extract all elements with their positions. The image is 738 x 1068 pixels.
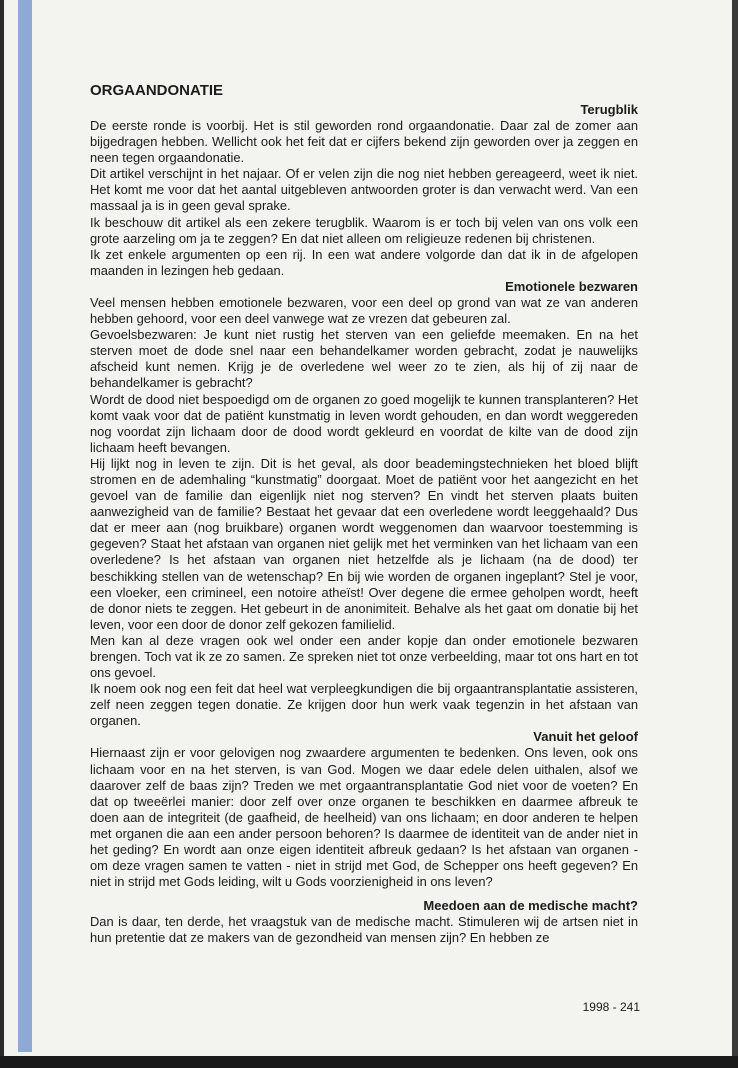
paragraph: Gevoelsbezwaren: Je kunt niet rustig het sterven van een geliefde meemaken. En na het sterven moet de dode snel naar een behandelkamer worden gebracht, zodat je nauwelijks afscheid kunt nemen. Krijg je de overledene wel weer zo te zien, als hij of zij naar de behandelkamer is gebracht? xyxy=(90,327,638,391)
page-right-edge xyxy=(732,0,738,1068)
paragraph: Men kan al deze vragen ook wel onder een ander kopje dan onder emotionele bezwaren brengen. Toch vat ik ze zo samen. Ze spreken niet tot onze verbeelding, maar tot ons hart en tot ons gevoel. xyxy=(90,632,638,681)
paragraph: Ik noem ook nog een feit dat heel wat verpleegkundigen die bij orgaantransplantatie assisteren, zelf neen zeggen tegen donatie. Ze krijgen door hun werk vaak tegenzin in het afstaan van organen. xyxy=(90,681,638,729)
page-bottom-edge xyxy=(0,1056,738,1068)
section-heading-medische-macht: Meedoen aan de medische macht? xyxy=(423,898,638,914)
paragraph: Dan is daar, ten derde, het vraagstuk van de medische macht. Stimuleren wij de artsen niet in hun pretentie dat ze makers van de gezondheid van mensen zijn? En hebben ze xyxy=(90,914,638,946)
section-heading-emotionele-bezwaren: Emotionele bezwaren xyxy=(505,278,638,294)
article-title: ORGAANDONATIE xyxy=(90,82,224,99)
paragraph: Veel mensen hebben emotionele bezwaren, voor een deel op grond van wat ze van anderen hebben gehoord, voor een deel vanwege wat ze vrezen dat gebeuren zal. xyxy=(90,294,638,327)
paragraph: Hij lijkt nog in leven te zijn. Dit is het geval, als door beademingstechnieken het bloed blijft stromen en de ademhaling “kunstmatig” doorgaat. Moet de patiënt voor het aangezicht en het gevoel van de familie dan eigenlijk niet nog sterven? En vindt het sterven plaats buiten aanwezigheid van de familie? Bestaat het gevaar dat een overledene wordt leeggehaald? Dus dat er meer aan (nog bruikbare) organen wordt weggenomen dan waarvoor toestemming is gegeven? Staat het afstaan van organen niet gelijk met het verminken van het lichaam van een overledene? Is het afstaan van organen niet hetzelfde als je lichaam (na de dood) ter beschikking stellen van de wetenschap? En bij wie worden de organen ingeplant? Stel je voor, een vloeker, een crimineel, een notoire atheïst! Over degene die ermee geholpen wordt, heeft de donor niets te zeggen. Het gebeurt in de anonimiteit. Behalve als het gaat om donatie bij het leven, voor een door de donor zelf gekozen familielid. xyxy=(90,455,638,632)
paragraph: Ik beschouw dit artikel als een zekere terugblik. Waarom is er toch bij velen van ons volk een grote aarzeling om ja te zeggen? En dat niet alleen om religieuze redenen bij christenen. xyxy=(90,214,638,246)
page-left-margin-bar xyxy=(18,0,32,1052)
paragraph: Wordt de dood niet bespoedigd om de organen zo goed mogelijk te kunnen transplanteren? Het komt vaak voor dat de patiënt kunstmatig in leven wordt gehouden, en dan wordt weggereden nog voordat zijn lichaam door de dood wordt gekleurd en voordat de kilte van de dood zijn lichaam heeft bevangen. xyxy=(90,391,638,455)
paragraph: De eerste ronde is voorbij. Het is stil geworden rond orgaandonatie. Daar zal de zomer aan bijgedragen hebben. Wellicht ook het feit dat er cijfers bekend zijn geworden over ja zeggen en neen tegen orgaandonatie. xyxy=(90,118,638,166)
paragraph: Ik zet enkele argumenten op een rij. In een wat andere volgorde dan dat ik in de afgelopen maanden in lezingen heb gedaan. xyxy=(90,246,638,278)
article xyxy=(90,82,638,947)
paragraph: Dit artikel verschijnt in het najaar. Of er velen zijn die nog niet hebben gereageerd, weet ik niet. Het komt me voor dat het aantal uitgebleven antwoorden groter is dan verwacht werd. Van een massaal ja is in geen geval sprake. xyxy=(90,166,638,214)
section-heading-vanuit-het-geloof: Vanuit het geloof xyxy=(533,729,638,745)
section-heading-terugblik: Terugblik xyxy=(580,102,638,117)
page-number: 1998 - 241 xyxy=(582,1000,640,1014)
paragraph: Hiernaast zijn er voor gelovigen nog zwaardere argumenten te bedenken. Ons leven, ook ons lichaam voor en na het sterven, is van God. Mogen we daar edele delen uithalen, alsof we daarover zelf de baas zijn? Treden we met orgaantransplantatie God niet voor de voeten? En dat op tweeërlei manier: door zelf over onze organen te beschikken en daarmee afbreuk te doen aan de integriteit (de gaafheid, de heelheid) van ons lichaam; en door anderen te helpen met organen die aan een ander persoon behoren? Is daarmee de identiteit van de ander niet in het geding? En wordt aan onze eigen identiteit afbreuk gedaan? Is het afstaan van organen - om deze vragen samen te vatten - niet in strijd met God, de Schepper ons heeft gegeven? En niet in strijd met Gods leiding, wilt u Gods voorzienigheid in ons leven? xyxy=(90,745,638,890)
